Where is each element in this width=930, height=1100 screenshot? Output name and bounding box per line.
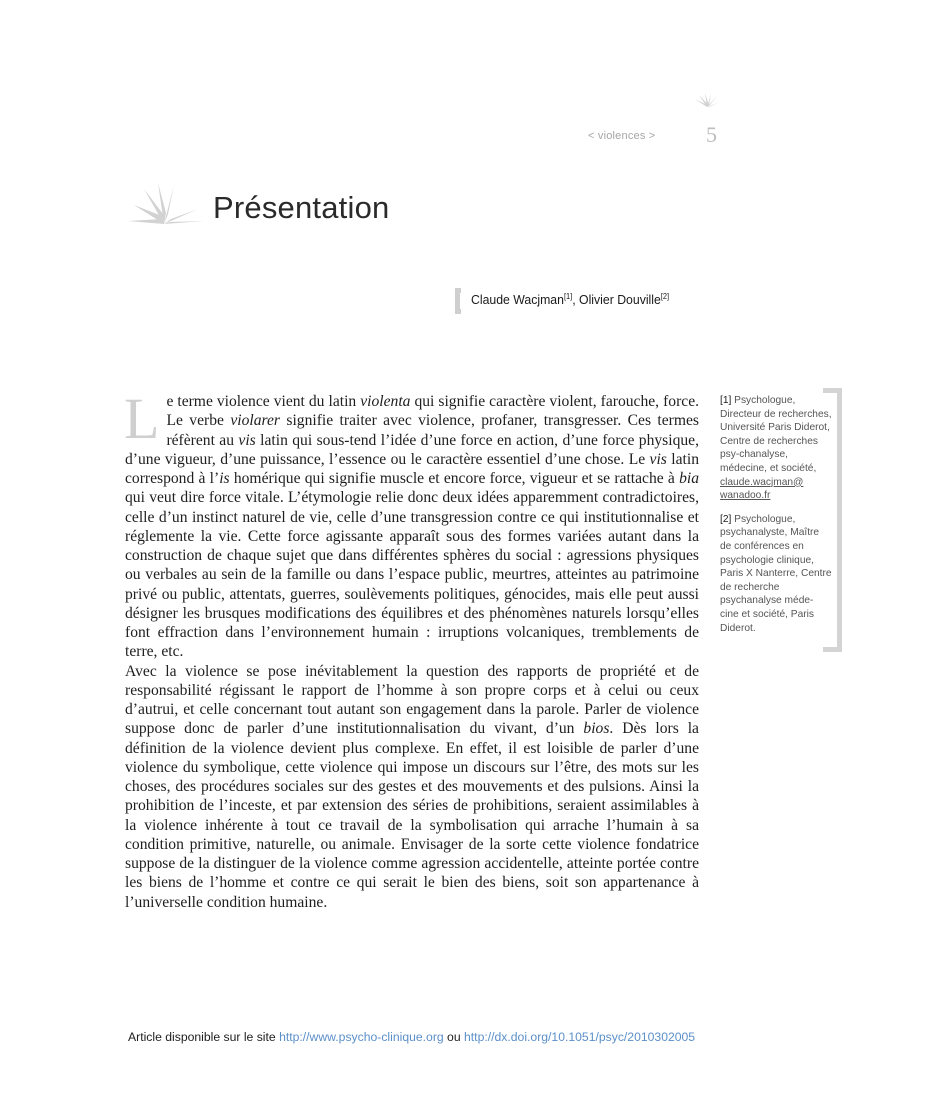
text-run: qui veut dire force vitale. L’étymologie relie donc deux idées apparemment contradictoires, celle d’un instinct naturel de vie, celle d’une transgression contre ce qui institutionnalise et réglemente la vie. Cette force agissante apparaît sous des formes variées autant dans la construction de chaque sujet que dans différentes sphères du social : agressions physiques ou verbales au sein de la famille ou dans l’espace public, meurtres, atteintes au patrimoine privé ou public, attentats, guerres, soulèvements politiques, génocides, mais elle peut aussi désigner les brusques modifications des équilibres et des phénomènes naturels lorsqu’elles font effraction dans l’environnement humain : irruptions volcaniques, tremblements de terre, etc. [125,489,699,661]
note-number: [2] [720,513,732,525]
doi-link[interactable]: http://dx.doi.org/10.1051/psyc/2010302005 [464,1030,696,1044]
footer-middle: ou [443,1030,465,1044]
email-link[interactable]: claude.wacjman@ wanadoo.fr [720,476,804,502]
footer-availability [128,1030,695,1044]
author-bracket [455,288,461,314]
author-note-ref[interactable]: [2] [660,292,670,301]
author-name: Olivier Douville [579,292,661,307]
leaf-fan-icon [128,183,204,225]
note-number: [1] [720,395,732,406]
text-run: qui signifie caractère violent, farouche, force. Le verbe [166,393,700,430]
text-run: . Dès lors la définition de la violence devient plus complexe. En effet, il est loisible de parler d’une violence du symbolique, cette violence qui impose un discours sur l’être, des mots sur les choses, des procédures sociales sur des gestes et des mouvements et des pulsions. Ainsi la prohibition de l’inceste, et par extension des séries de prohibitions, seraient assimilables à la violence inhérente à tout ce travail de la symbolisation qui arrache l’humain à sa condition primitive, naturelle, ou animale. Envisager de la sorte cette violence fondatrice suppose de la distinguer de la violence comme agression accidentelle, atteinte portée contre les biens de l’homme et contre ce qui serait le bien des biens, soit son appartenance à l’universelle condition humaine. [125,720,699,911]
italic-term: vis [649,450,667,468]
text-run: Avec la violence se pose inévitablement la question des rapports de propriété et de responsabilité régissant le rapport de l’homme à son propre corps et à celui ou ceux d’autrui, et celle concernant tout autant son engagement dans la parole. Parler de violence suppose donc de parler d’une institutionnalisation du vivant, d’un [125,662,699,738]
text-run: latin correspond à l’ [125,450,699,487]
author-notes [720,394,832,645]
page-number: 5 [706,122,717,147]
site-link[interactable]: http://www.psycho-clinique.org [279,1030,444,1044]
page-title: Présentation [213,190,390,225]
author-note [720,513,832,635]
italic-term: is [219,470,230,487]
text-run: latin qui sous-tend l’idée d’une force en action, d’une force physique, d’une vigueur, d’une puissance, l’essence ou le caractère essentiel d’une chose. Le [125,431,699,468]
text-run: homérique qui signifie muscle et encore force, vigueur et se rattache à [229,470,680,487]
italic-term: bios [583,720,610,738]
drop-cap: L [124,386,160,451]
leaf-fan-icon [694,93,720,107]
body-paragraph [125,662,699,912]
running-head-section: < violences > [588,130,656,142]
author-note-ref[interactable]: [1] [563,292,573,301]
italic-term: bia [679,470,699,487]
body-paragraph [124,386,700,662]
note-text: Psychologue, psychanalyste, Maître de conférences en psychologie clinique, Paris X Nanterre, Centre de recherche psychanalyse méde-cine et société, Paris Diderot. [720,513,832,634]
italic-term: violarer [230,412,280,430]
text-run: e terme violence vient du latin [166,393,361,410]
article-body [124,386,700,912]
italic-term: violenta [360,393,411,410]
note-text: Psychologue, Directeur de recherches, Université Paris Diderot, Centre de recherches psy-chanalyse, médecine, et société, [720,395,832,474]
footer-prefix: Article disponible sur le site [128,1030,280,1044]
italic-term: vis [238,431,256,449]
author-separator: , [572,292,580,307]
author-name: Claude Wacjman [471,292,564,307]
author-line [471,292,669,307]
text-run: signifie traiter avec violence, profaner, transgresser. Ces termes réfèrent au [166,412,699,449]
author-note [720,394,832,503]
